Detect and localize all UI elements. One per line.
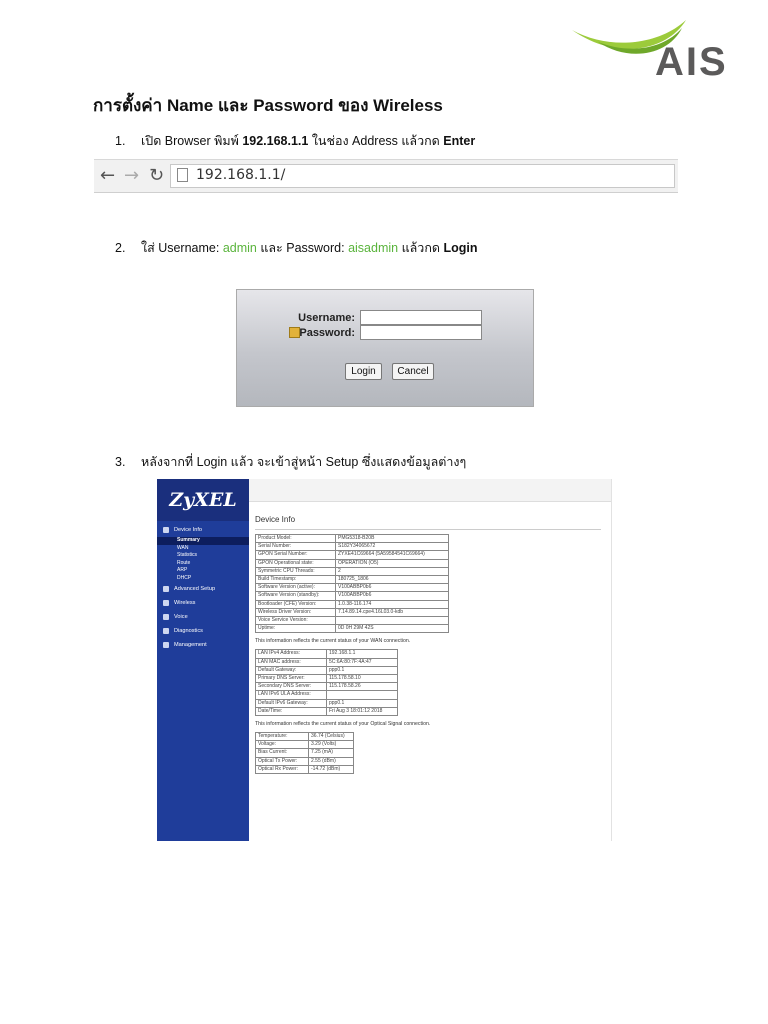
ais-logo-text: AIS [655, 40, 728, 84]
row-label: LAN MAC address: [256, 658, 327, 666]
row-label: Default IPv6 Gateway: [256, 699, 327, 707]
table-row [256, 741, 354, 749]
row-value: 7.25 (mA) [309, 749, 354, 757]
row-value: ZYXE41C69664 (5A59584541C69664) [336, 551, 449, 559]
optical-table [255, 732, 354, 774]
row-label: Secondary DNS Server: [256, 683, 327, 691]
row-value: 2.55 (dBm) [309, 757, 354, 765]
step-1-ip: 192.168.1.1 [242, 134, 309, 148]
row-label: Software Version (standby): [256, 592, 336, 600]
zyxel-menu [157, 523, 249, 652]
zyxel-setup-screenshot [157, 479, 612, 841]
login-form [236, 289, 534, 407]
table-row [256, 551, 449, 559]
step-2-text-b: และ Password: [256, 241, 349, 255]
row-value: 1.0.38-116.174 [336, 600, 449, 608]
menu-management[interactable] [157, 638, 249, 652]
table-row [256, 559, 449, 567]
row-value: PMG5318-B20B [336, 535, 449, 543]
row-label: Date/Time: [256, 707, 327, 715]
step-3-number: 3. [115, 455, 126, 469]
device-info-table [255, 534, 449, 633]
table-row [256, 543, 449, 551]
menu-device-info[interactable] [157, 523, 249, 537]
step-1-text-b: ในช่อง Address แล้วกด [308, 134, 444, 148]
row-label: LAN IPv4 Address: [256, 650, 327, 658]
step-2-text-c: แล้วกด [398, 241, 444, 255]
url-field[interactable] [170, 164, 675, 188]
heading-divider [255, 529, 601, 530]
row-value: 3.29 (Volts) [309, 741, 354, 749]
browser-address-bar [94, 159, 678, 193]
row-value: 36.74 (Celsius) [309, 733, 354, 741]
table-row [256, 757, 354, 765]
row-value: Fri Aug 3 18:01:12 2018 [327, 707, 398, 715]
zyxel-top-bar [249, 479, 611, 502]
row-label: Optical Rx Power: [256, 765, 309, 773]
row-value: 2 [336, 567, 449, 575]
row-label: Optical Tx Power: [256, 757, 309, 765]
table-row [256, 691, 398, 699]
row-label: Build Timestamp: [256, 576, 336, 584]
diagnostics-icon [163, 628, 169, 634]
forward-arrow-icon[interactable]: → [124, 165, 140, 186]
row-label: Wireless Driver Version: [256, 608, 336, 616]
table-row [256, 600, 449, 608]
menu-diagnostics[interactable] [157, 624, 249, 638]
row-value: 180725_1806 [336, 576, 449, 584]
row-label: Product Model: [256, 535, 336, 543]
table-row [256, 683, 398, 691]
table-row [256, 625, 449, 633]
step-1 [115, 131, 475, 151]
menu-dhcp[interactable]: DHCP [177, 574, 192, 581]
row-label: Uptime: [256, 625, 336, 633]
row-label: Software Version (active): [256, 584, 336, 592]
menu-wireless-label: Wireless [174, 600, 196, 606]
page-title: การตั้งค่า Name และ Password ของ Wireless [93, 96, 443, 115]
url-text: 192.168.1.1/ [196, 167, 286, 183]
table-row [256, 617, 449, 625]
table-row [256, 733, 354, 741]
row-label: GPON Serial Number: [256, 551, 336, 559]
row-label: LAN IPv6 ULA Address: [256, 691, 327, 699]
step-2-login: Login [443, 241, 478, 255]
table-row [256, 584, 449, 592]
row-label: Symmetric CPU Threads: [256, 567, 336, 575]
step-2-username: admin [222, 241, 257, 255]
row-label: Bootloader (CFE) Version: [256, 600, 336, 608]
menu-device-info-label: Device Info [174, 527, 202, 533]
menu-wan[interactable]: WAN [177, 544, 189, 551]
device-info-heading: Device Info [255, 515, 296, 524]
row-label: Primary DNS Server: [256, 675, 327, 683]
row-value: 7.14.89.14.cpe4.16L03.0-kdb [336, 608, 449, 616]
menu-diagnostics-label: Diagnostics [174, 628, 203, 634]
row-value [327, 691, 398, 699]
username-label: Username: [298, 312, 355, 324]
table-row [256, 699, 398, 707]
menu-wireless[interactable] [157, 596, 249, 610]
step-2-number: 2. [115, 241, 126, 255]
row-value: 115.178.58.10 [327, 675, 398, 683]
step-2-password: aisadmin [348, 241, 399, 255]
menu-arp[interactable]: ARP [177, 567, 188, 573]
row-label: Voltage: [256, 741, 309, 749]
wan-note: This information reflects the current status of your WAN connection. [255, 638, 411, 645]
row-label: Default Gateway: [256, 666, 327, 674]
menu-statistics[interactable]: Statistics [177, 552, 198, 558]
management-icon [163, 642, 169, 648]
row-value: 0D 0H 29M 42S [336, 625, 449, 633]
table-row [256, 576, 449, 584]
menu-advanced-setup-label: Advanced Setup [174, 586, 216, 592]
wireless-icon [163, 600, 169, 606]
menu-advanced-setup[interactable] [157, 582, 249, 596]
row-value: S182Y34065672 [336, 543, 449, 551]
table-row [256, 650, 398, 658]
step-1-enter: Enter [443, 134, 476, 148]
row-label: Voice Service Version: [256, 617, 336, 625]
table-row [256, 765, 354, 773]
row-value: V100ABBP0b6 [336, 592, 449, 600]
zyxel-main-content [255, 515, 605, 774]
gear-icon [163, 586, 169, 592]
back-arrow-icon[interactable]: ← [100, 165, 116, 186]
row-value: 115.178.58.26 [327, 683, 398, 691]
menu-voice-label: Voice [174, 614, 188, 620]
row-value: ppp0.1 [327, 699, 398, 707]
row-value [336, 617, 449, 625]
wan-table [255, 649, 398, 716]
table-row [256, 658, 398, 666]
zyxel-sidebar [157, 479, 249, 841]
menu-route[interactable]: Route [177, 559, 191, 566]
table-row [256, 707, 398, 715]
reload-icon[interactable]: ↻ [149, 165, 165, 186]
username-input[interactable] [360, 310, 482, 325]
row-label: GPON Operational state: [256, 559, 336, 567]
voice-icon [163, 614, 169, 620]
step-1-text-a: เปิด Browser พิมพ์ [141, 134, 243, 148]
row-label: Bias Current: [256, 749, 309, 757]
menu-voice[interactable] [157, 610, 249, 624]
password-label: Password: [299, 327, 355, 339]
optical-note: This information reflects the current status of your Optical Signal connection. [255, 721, 431, 728]
zyxel-logo: ZyXEL [157, 479, 249, 521]
step-3-text: หลังจากที่ Login แล้ว จะเข้าสู่หน้า Setup ซึ่งแสดงข้อมูลต่างๆ [141, 455, 467, 469]
row-value: ppp0.1 [327, 666, 398, 674]
step-2 [115, 238, 478, 258]
step-1-number: 1. [115, 134, 126, 148]
step-3 [115, 452, 466, 472]
row-label: Temperature: [256, 733, 309, 741]
row-value: 5C:6A:80:7F:4A:47 [327, 658, 398, 666]
cancel-button[interactable]: Cancel [392, 363, 434, 380]
table-row [256, 666, 398, 674]
row-value: OPERATION (O5) [336, 559, 449, 567]
page-icon [177, 168, 188, 182]
device-info-icon [163, 527, 169, 533]
row-value: -14.72 (dBm) [309, 765, 354, 773]
table-row [256, 592, 449, 600]
row-value: 192.168.1.1 [327, 650, 398, 658]
table-row [256, 608, 449, 616]
table-row [256, 535, 449, 543]
menu-summary[interactable]: Summary [157, 537, 249, 545]
table-row [256, 749, 354, 757]
table-row [256, 675, 398, 683]
row-label: Serial Number: [256, 543, 336, 551]
step-2-text-a: ใส่ Username: [141, 241, 223, 255]
table-row [256, 567, 449, 575]
row-value: V100ABBP0b6 [336, 584, 449, 592]
login-button[interactable]: Login [345, 363, 382, 380]
password-input[interactable] [360, 325, 482, 340]
menu-management-label: Management [174, 642, 207, 648]
